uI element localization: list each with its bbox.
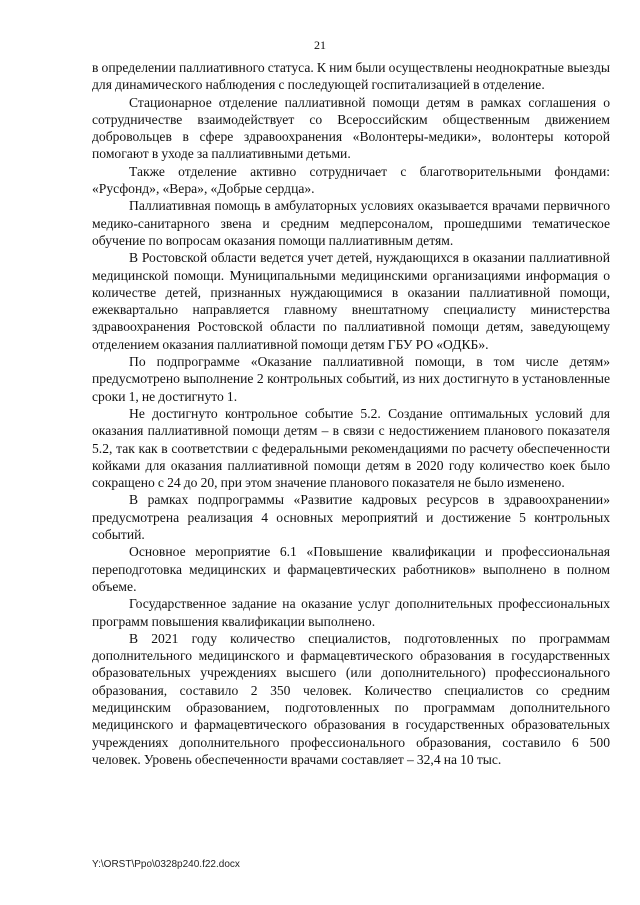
paragraph-8: В рамках подпрограммы «Развитие кадровых ресурсов в здравоохранении» предусмотрена реализация 4 основных мероприятий и достижение 5 контрольных событий. (92, 492, 610, 543)
paragraph-6: По подпрограмме «Оказание паллиативной помощи, в том числе детям» предусмотрено выполнение 2 контрольных событий, из них достигнуто в установленные сроки 1, не достигнуто 1. (92, 354, 610, 404)
paragraph-5: В Ростовской области ведется учет детей, нуждающихся в оказании паллиативной медицинской помощи. Муниципальными медицинскими организациями информация о количестве детей, признанных нуждающимися в оказании паллиативной помощи, ежеквартально направляется главному внештатному специалисту министерства здравоохранения Ростовской области по паллиативной помощи детям, заведующему отделением оказания паллиативной помощи детям ГБУ РО «ОДКБ». (92, 250, 610, 352)
footer-file-path: Y:\ORST\Ppo\0328p240.f22.docx (92, 859, 240, 870)
paragraph-2: Стационарное отделение паллиативной помощи детям в рамках соглашения о сотрудничестве взаимодействует со Всероссийским общественным движением добровольцев в сфере здравоохранения «Волонтеры-медики», волонтеры которой помогают в уходе за паллиативными детьми. (92, 94, 610, 162)
paragraph-10: Государственное задание на оказание услуг дополнительных профессиональных программ повышения квалификации выполнено. (92, 596, 610, 629)
document-body (92, 59, 610, 768)
paragraph-11: В 2021 году количество специалистов, подготовленных по программам дополнительного медицинского и фармацевтического образования в государственных образовательных учреждениях высшего (или дополнительного) профессионального образования, составило 2 350 человек. Количество специалистов со средним медицинским образованием, подготовленных по программам дополнительного медицинского и фармацевтического образования в государственных образовательных учреждениях дополнительного профессионального образования, составило 6 500 человек. Уровень обеспеченности врачами составляет – 32,4 на 10 тыс. (92, 630, 610, 767)
paragraph-9: Основное мероприятие 6.1 «Повышение квалификации и профессиональная переподготовка медицинских и фармацевтических работников» выполнено в полном объеме. (92, 544, 610, 594)
paragraph-4: Паллиативная помощь в амбулаторных условиях оказывается врачами первичного медико-санитарного звена и средним медперсоналом, прошедшими тематическое обучение по вопросам оказания помощи паллиативным детям. (92, 198, 610, 248)
paragraph-3: Также отделение активно сотрудничает с благотворительными фондами: «Русфонд», «Вера», «Добрые сердца». (92, 163, 610, 197)
paragraph-1: в определении паллиативного статуса. К ним были осуществлены неоднократные выезды для динамического наблюдения с последующей госпитализацией в отделение. (92, 60, 610, 93)
paragraph-7: Не достигнуто контрольное событие 5.2. Создание оптимальных условий для оказания паллиативной помощи детям – в связи с недостижением планового показателя 5.2, так как в соответствии с федеральными рекомендациями по расчету обеспеченности койками для оказания паллиативной помощи детям в 2020 году количество коек было сокращено с 24 до 20, при этом значение планового показателя не было изменено. (92, 405, 610, 491)
page-number: 21 (314, 38, 326, 52)
